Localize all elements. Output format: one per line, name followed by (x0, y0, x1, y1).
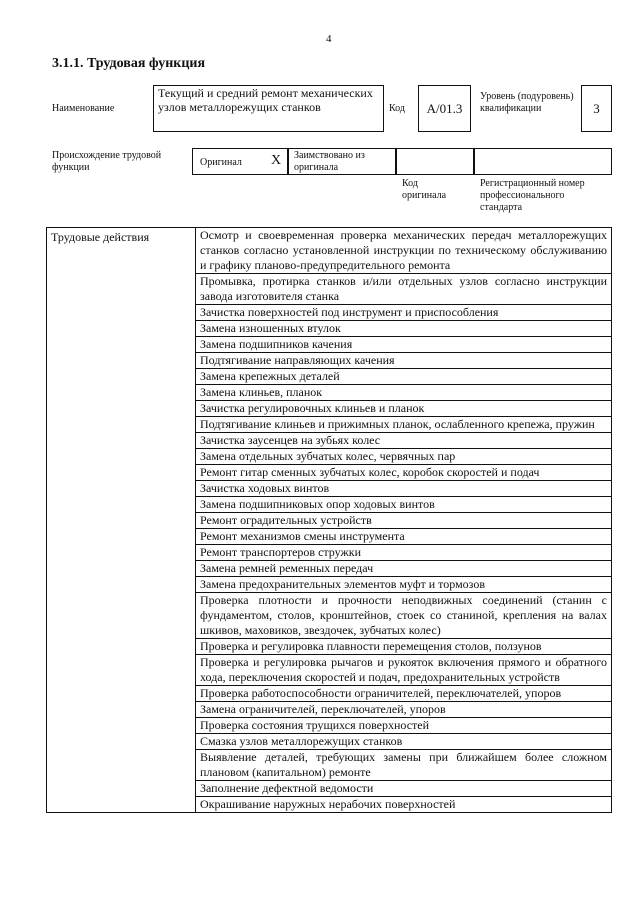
action-item: Замена ремней ременных передач (196, 561, 612, 577)
action-item: Осмотр и своевременная проверка механических передач металлорежущих станков согласно установленной инструкции по техническому обслуживанию и графику планово-предупредительного ремонта (196, 228, 612, 274)
action-item: Замена крепежных деталей (196, 369, 612, 385)
action-item: Заполнение дефектной ведомости (196, 781, 612, 797)
labor-actions-table (46, 227, 612, 813)
action-item: Ремонт гитар сменных зубчатых колес, коробок скоростей и подач (196, 465, 612, 481)
action-item: Замена предохранительных элементов муфт и тормозов (196, 577, 612, 593)
action-item: Ремонт оградительных устройств (196, 513, 612, 529)
level-label: Уровень (подуровень) квалификации (480, 91, 574, 114)
action-item: Зачистка регулировочных клиньев и планок (196, 401, 612, 417)
action-item: Ремонт транспортеров стружки (196, 545, 612, 561)
page-number: 4 (326, 33, 332, 45)
action-item: Замена подшипниковых опор ходовых винтов (196, 497, 612, 513)
origin-label: Происхождение трудовой функции (52, 150, 162, 173)
action-item: Замена подшипников качения (196, 337, 612, 353)
original-code-caption: Код оригинала (402, 178, 447, 201)
section-heading: 3.1.1. Трудовая функция (52, 56, 206, 71)
original-code-cell (396, 148, 474, 175)
action-item: Проверка и регулировка рычагов и рукояток включения прямого и обратного хода, переключения скоростей и подач, предохранительных устройств (196, 655, 612, 686)
action-item: Проверка и регулировка плавности перемещения столов, ползунов (196, 639, 612, 655)
action-item: Замена отдельных зубчатых колес, червячных пар (196, 449, 612, 465)
code-label: Код (389, 103, 405, 114)
action-item: Замена изношенных втулок (196, 321, 612, 337)
actions-header: Трудовые действия (47, 228, 196, 813)
original-mark: X (271, 153, 282, 168)
action-item: Смазка узлов металлорежущих станков (196, 734, 612, 750)
registration-number-caption: Регистрационный номер профессионального стандарта (480, 178, 585, 213)
code-value: A/01.3 (418, 85, 471, 132)
action-item: Выявление деталей, требующих замены при ближайшем более сложном плановом (капитальном) ремонте (196, 750, 612, 781)
registration-number-cell (474, 148, 612, 175)
original-label: Оригинал (200, 157, 242, 168)
action-item: Окрашивание наружных нерабочих поверхностей (196, 797, 612, 813)
action-item: Подтягивание клиньев и прижимных планок, ослабленного крепежа, пружин (196, 417, 612, 433)
borrowed-label: Заимствовано из оригинала (294, 150, 365, 173)
action-item: Зачистка ходовых винтов (196, 481, 612, 497)
action-item: Замена клиньев, планок (196, 385, 612, 401)
action-item: Зачистка заусенцев на зубьях колес (196, 433, 612, 449)
action-item: Зачистка поверхностей под инструмент и приспособления (196, 305, 612, 321)
name-value: Текущий и средний ремонт механических узлов металлорежущих станков (153, 85, 384, 132)
level-value: 3 (581, 85, 612, 132)
action-item: Подтягивание направляющих качения (196, 353, 612, 369)
action-item: Проверка плотности и прочности неподвижных соединений (станин с фундаментом, столов, кронштейнов, стоек со станиной, крепления на валах шкивов, маховиков, звездочек, зубчатых колес) (196, 593, 612, 639)
table-row (47, 228, 612, 274)
action-item: Промывка, протирка станков и/или отдельных узлов согласно инструкции завода изготовителя станка (196, 274, 612, 305)
action-item: Замена ограничителей, переключателей, упоров (196, 702, 612, 718)
action-item: Проверка работоспособности ограничителей, переключателей, упоров (196, 686, 612, 702)
action-item: Ремонт механизмов смены инструмента (196, 529, 612, 545)
name-label: Наименование (52, 103, 115, 114)
action-item: Проверка состояния трущихся поверхностей (196, 718, 612, 734)
